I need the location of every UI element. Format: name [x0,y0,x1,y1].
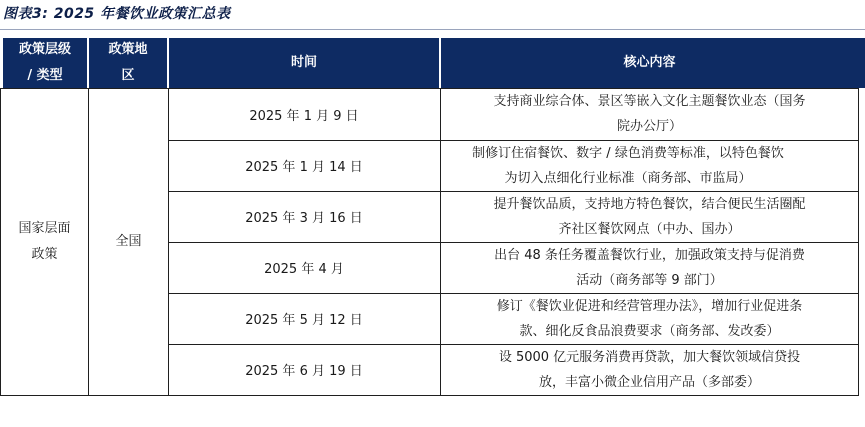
row-core-cell [441,242,858,293]
header-time: 时间 [169,38,439,88]
core-line2: 院办公厅） [616,119,682,134]
policy-level-cell [1,88,88,396]
core-line1: 设 5000 亿元服务消费再贷款，加大餐饮领域信贷投 [498,349,801,365]
figure-title: 图表3: 2025 年餐饮业政策汇总表 [3,6,231,22]
core-line1: 制修订住宿餐饮、数字 / 绿色消费等标准，以特色餐饮 [472,145,784,161]
row-core-cell [441,344,858,395]
core-line2: 款、细化反食品浪费要求（商务部、发改委） [519,323,780,339]
policy-level-line2: 政策 [31,247,58,262]
core-line1: 修订《餐饮业促进和经营管理办法》，增加行业促进条 [496,298,803,314]
row-time-cell: 2025 年 6 月 19 日 [245,364,363,379]
header-policy-region-line2: 区 [121,68,135,83]
core-line2: 放，丰富小微企业信用产品（多部委） [538,374,760,390]
header-policy-level [3,38,87,88]
core-line1: 提升餐饮品质，支持地方特色餐饮，结合便民生活圈配 [493,196,806,212]
header-policy-level-line1: 政策层级 [18,42,71,57]
policy-level-line1: 国家层面 [18,221,71,236]
row-time-cell: 2025 年 1 月 14 日 [245,160,363,175]
row-time-cell: 2025 年 4 月 [264,262,344,277]
policy-region-cell: 全国 [115,234,142,249]
header-policy-level-line2: / 类型 [27,68,63,83]
row-time-cell: 2025 年 5 月 12 日 [245,313,363,328]
core-line2: 为切入点细化行业标准（商务部、市监局） [504,170,752,186]
core-line1: 支持商业综合体、景区等嵌入文化主题餐饮业态（国务 [493,94,806,109]
row-time-cell: 2025 年 1 月 9 日 [249,108,359,124]
row-core-cell [441,293,858,344]
row-core-cell [441,88,858,140]
core-line2: 齐社区餐饮网点（中办、国办） [558,221,741,237]
header-policy-region-line1: 政策地 [108,42,148,57]
header-edge-fill [858,38,865,88]
row-core-cell [441,191,858,242]
header-core-content: 核心内容 [441,38,858,88]
title-divider [0,29,865,30]
header-policy-region [89,38,167,88]
policy-table-body [0,88,865,396]
row-time-cell: 2025 年 3 月 16 日 [245,211,363,226]
core-line2: 活动（商务部等 9 部门） [576,272,723,288]
row-core-cell [398,140,858,191]
core-line1: 出台 48 条任务覆盖餐饮行业，加强政策支持与促消费 [494,247,805,263]
